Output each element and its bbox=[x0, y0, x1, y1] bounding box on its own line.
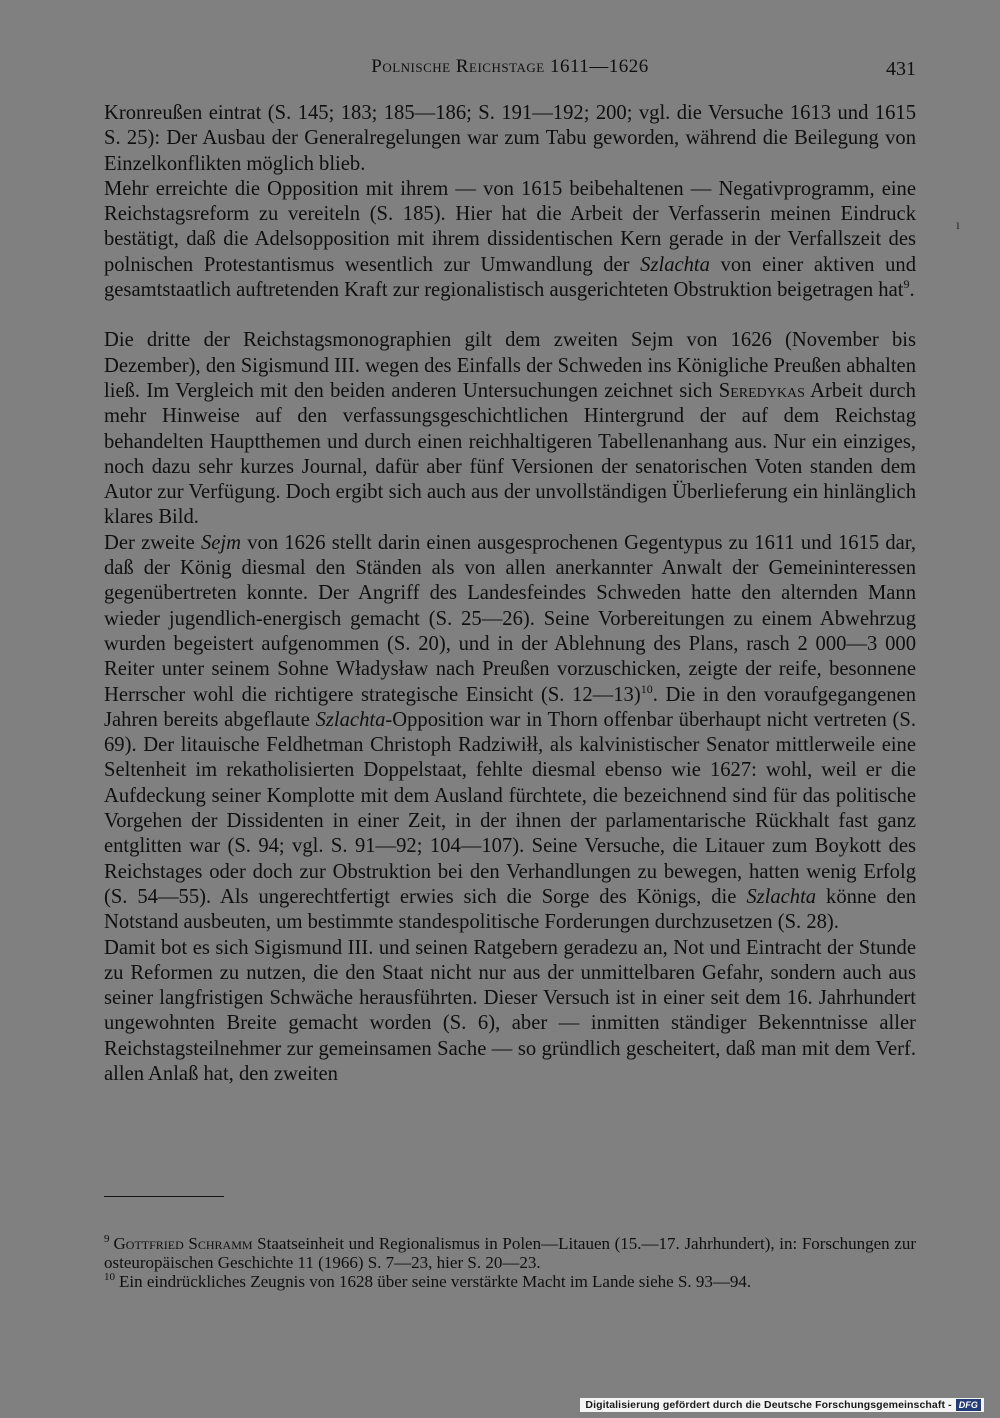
paragraph-4-italic-szlachta-2: Szlachta bbox=[746, 885, 817, 908]
paragraph-2-italic-szlachta: Szlachta bbox=[640, 253, 710, 276]
paragraph-2-text-b: von einer aktiven und gesamtstaatlich auftretenden Kraft zur regionalistisch ausgerichteten Obstruktion beigetragen hat bbox=[104, 253, 916, 302]
body-text bbox=[104, 101, 916, 1087]
paragraph-4-italic-sejm: Sejm bbox=[201, 531, 242, 554]
paragraph-1-text: Kronreußen eintrat (S. 145; 183; 185—186; S. 191—192; 200; vgl. die Versuche 1613 und 1615 S. 25): Der Ausbau der Generalregelungen war zum Tabu geworden, während die Beilegung von Einzelkonflikten möglich blieb. bbox=[104, 102, 916, 175]
paragraph-4-text-d: -Opposition war in Thorn offenbar überhaupt nicht vertreten (S. 69). Der litauische Feldhetman Christoph Radziwiłł, als kalvinistischer Senator mittlerweile eine Seltenheit im rekatholisierten Doppelstaat, fehlte diesmal ebenso wie 1627: wohl, weil er die Aufdeckung seiner Komplotte mit dem Ausland fürchtete, die bezeichnend sind für das politische Vorgehen der Dissidenten in einer Zeit, in der ihnen der parlamentarische Rückhalt fast ganz entglitten war (S. 94; vgl. S. 91—92; 104—107). Seine Versuche, die Litauer zum Boykott des Reichstages oder doch zur Obstruktion bei den Verhandlungen zu bewegen, hatten wenig Erfolg (S. 54—55). Als ungerechtfertigt erwies sich die Sorge des Königs, die bbox=[104, 708, 916, 908]
paragraph-1 bbox=[104, 101, 916, 177]
paragraph-4-text-e: könne den Notstand ausbeuten, um bestimmte standespolitische Forderungen durchzusetzen (S. 28). bbox=[104, 885, 917, 934]
paragraph-4-text-b: von 1626 stellt darin einen ausgesprochenen Gegentypus zu 1611 und 1615 dar, daß der König diesmal den Ständen als von allen anerkannter Anwalt der Gemeininteressen gegenübertreten konnte. Der Angriff des Landesfeindes Schweden hatte den alternden Mann wieder jugendlich-energisch gemacht (S. 25—26). Seine Vorbereitungen zu einem Abwehrzug wurden begeistert aufgenommen (S. 20), und in der Ablehnung des Plans, rasch 2 000—3 000 Reiter unter seinem Sohne Władysław nach Preußen vorzuschicken, zeigte der reife, besonnene Herrscher wohl die richtigere strategische Einsicht (S. 12—13) bbox=[104, 531, 916, 706]
page-header bbox=[104, 56, 916, 86]
paragraph-4-text-c: . Die in den voraufgegangenen Jahren bereits abgeflaute bbox=[104, 683, 916, 731]
paragraph-4 bbox=[104, 531, 916, 936]
paragraph-3 bbox=[104, 328, 916, 530]
paragraph-2-text-c: . bbox=[909, 279, 915, 302]
paragraph-5-text: Damit bot es sich Sigismund III. und seinen Ratgebern geradezu an, Not und Eintracht der Stunde zu Reformen zu nutzen, die den Staat nicht nur aus der unmittelbaren Gefahr, sondern auch aus seiner langfristigen Schwäche herausführten. Dieser Versuch ist in einer seit dem 16. Jahrhundert ungewohnten Breite gemacht worden (S. 6), aber — inmitten ständiger Bekenntnisse aller Reichstagsteilnehmer zur gemeinsamen Sache — so gründlich gescheitert, daß man mit dem Verf. allen Anlaß hat, den zweiten bbox=[104, 936, 916, 1085]
page-number: 431 bbox=[886, 58, 916, 80]
paragraph-3-text-b: Arbeit durch mehr Hinweise auf den verfassungsgeschichtlichen Hintergrund der auf dem Reichstag behandelten Hauptthemen und durch einen reichhaltigeren Tabellenanhang aus. Nur ein einziges, noch dazu sehr kurzes Journal, dafür aber fünf Versionen der senatorischen Voten standen dem Autor zur Verfügung. Doch ergibt sich auch aus der unvollständigen Überlieferung ein hinlänglich klares Bild. bbox=[104, 379, 916, 529]
margin-mark: ı bbox=[956, 218, 960, 233]
footnote-10 bbox=[104, 1272, 916, 1291]
footnote-9-number: 9 bbox=[104, 1233, 110, 1246]
paragraph-3-text-a: Die dritte der Reichstagsmonographien gilt dem zweiten Sejm von 1626 (November bis Dezember), den Sigismund III. wegen des Einfalls der Schweden ins Königliche Preußen abhalten ließ. Im Vergleich mit den beiden anderen Untersuchungen zeichnet sich bbox=[104, 329, 916, 402]
digitization-credit bbox=[580, 1398, 984, 1412]
credit-text: Digitalisierung gefördert durch die Deutsche Forschungsgemeinschaft - bbox=[585, 1399, 952, 1411]
footnote-10-number: 10 bbox=[104, 1271, 115, 1284]
running-title: Polnische Reichstage 1611—1626 bbox=[371, 56, 649, 77]
paragraph-4-italic-szlachta-1: Szlachta bbox=[315, 708, 386, 731]
dfg-logo-icon: DFG bbox=[956, 1399, 981, 1411]
paragraph-2-text-a: Mehr erreichte die Opposition mit ihrem — von 1615 beibehaltenen — Negativprogramm, eine Reichstagsreform zu vereiteln (S. 185). Hier hat die Arbeit der Verfasserin meinen Eindruck bestätigt, daß die Adelsopposition mit ihrem dissidentischen Kern gerade in der Verfallszeit des polnischen Protestantismus wesentlich zur Umwandlung der bbox=[104, 177, 916, 276]
footnote-ref-9[interactable]: 9 bbox=[903, 277, 910, 292]
paragraph-2 bbox=[104, 177, 916, 303]
footnotes bbox=[104, 1234, 916, 1291]
paragraph-5 bbox=[104, 936, 916, 1088]
footnote-ref-10[interactable]: 10 bbox=[640, 681, 653, 696]
paragraph-3-author-seredyka: Seredykas bbox=[718, 379, 805, 402]
paragraph-4-text-a: Der zweite bbox=[104, 531, 201, 554]
footnote-10-text: Ein eindrückliches Zeugnis von 1628 über seine verstärkte Macht im Lande siehe S. 93—94. bbox=[119, 1272, 752, 1291]
footnote-9 bbox=[104, 1234, 916, 1272]
footnote-divider bbox=[104, 1196, 224, 1197]
footnote-9-author: Gottfried Schramm bbox=[113, 1234, 253, 1253]
footnote-9-text: Staatseinheit und Regionalismus in Polen—Litauen (15.—17. Jahrhundert), in: Forschungen zur osteuropäischen Geschichte 11 (1966) S. 7—23, hier S. 20—23. bbox=[104, 1234, 916, 1272]
